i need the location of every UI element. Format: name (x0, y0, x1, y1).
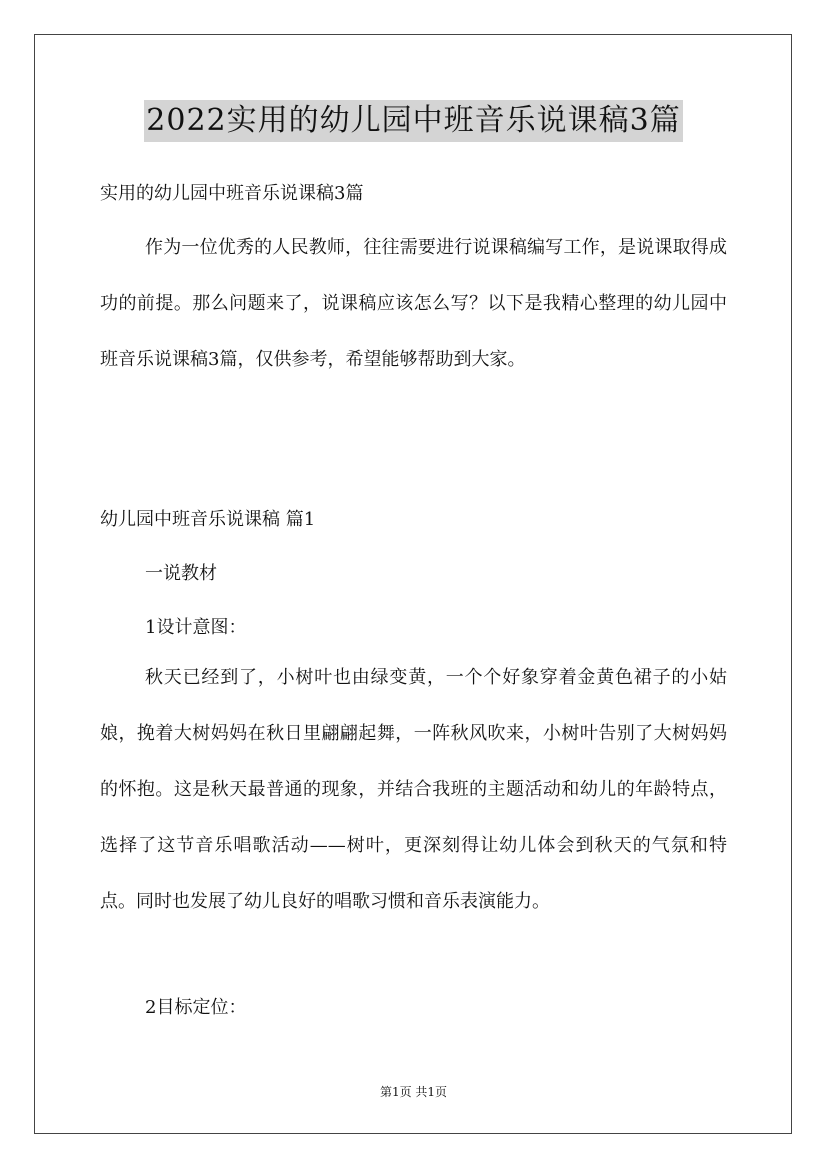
design-paragraph: 秋天已经到了，小树叶也由绿变黄，一个个好象穿着金黄色裙子的小姑娘，挽着大树妈妈在秋日里翩翩起舞，一阵秋风吹来，小树叶告别了大树妈妈的怀抱。这是秋天最普通的现象，并结合我班的主题活动和幼儿的年龄特点，选择了这节音乐唱歌活动——树叶，更深刻得让幼儿体会到秋天的气氛和特点。同时也发展了幼儿良好的唱歌习惯和音乐表演能力。 (100, 667, 727, 912)
goal-heading: 2目标定位： (145, 997, 247, 1018)
intro-paragraph: 作为一位优秀的人民教师，往往需要进行说课稿编写工作，是说课取得成功的前提。那么问题来了，说课稿应该怎么写？以下是我精心整理的幼儿园中班音乐说课稿3篇，仅供参考，希望能够帮助到大家。 (100, 237, 727, 370)
part-one-heading: 一说教材 (145, 563, 217, 584)
design-intent-heading: 1设计意图： (145, 617, 247, 638)
section-heading: 幼儿园中班音乐说课稿 篇1 (100, 509, 316, 530)
title-container (0, 100, 827, 142)
page-footer: 第1页 共1页 (379, 1085, 448, 1099)
document-title: 2022实用的幼儿园中班音乐说课稿3篇 (144, 100, 682, 142)
subtitle: 实用的幼儿园中班音乐说课稿3篇 (100, 183, 364, 204)
